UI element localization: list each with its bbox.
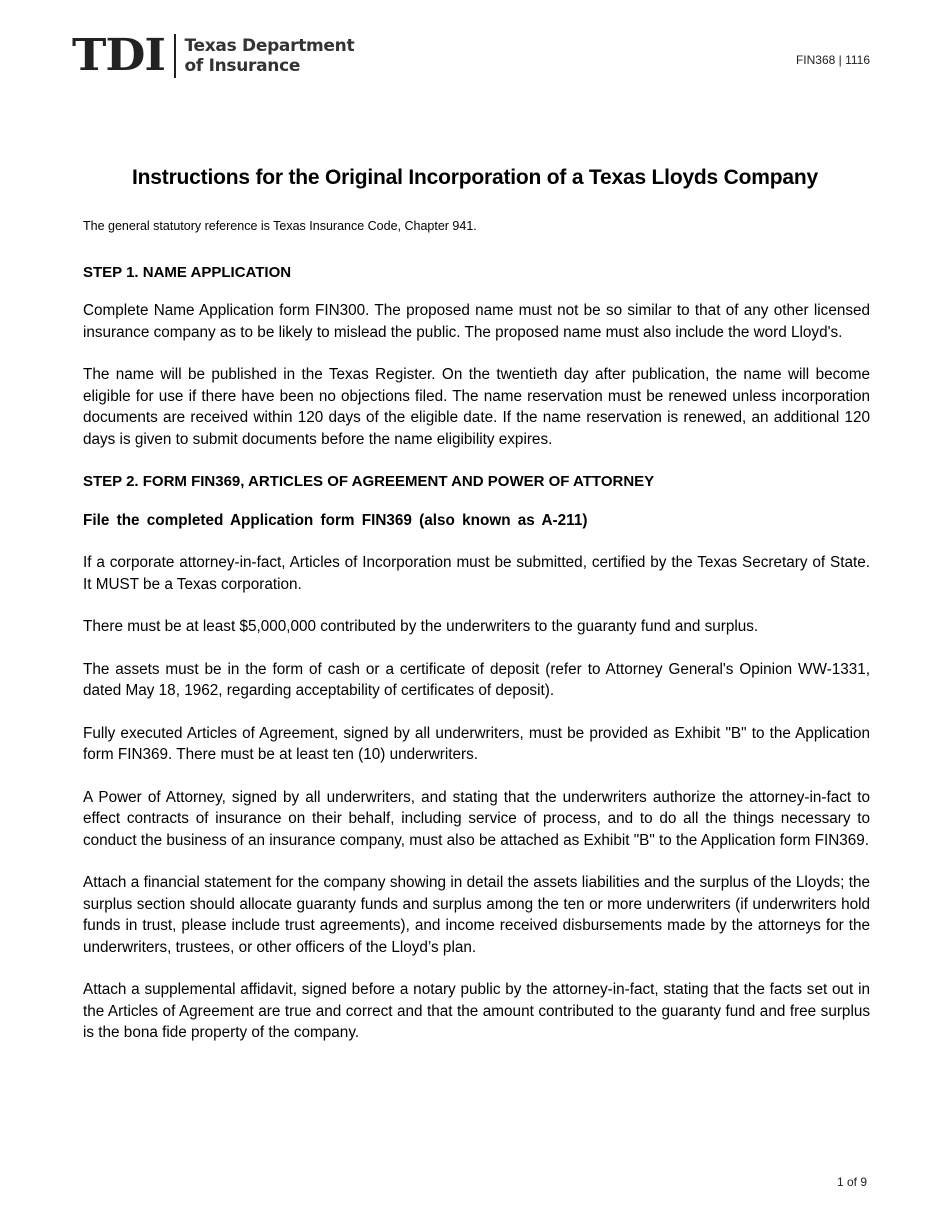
form-id: FIN368 | 1116 (795, 53, 870, 67)
step-2-subheading: File the completed Application form FIN369 (also known as A-211) (83, 511, 588, 529)
step-2-paragraph-5: A Power of Attorney, signed by all underwriters, and stating that the underwriters authorize the attorney-in-fact to effect contracts of insurance on their behalf, including service of process, and to do all the things necessary to conduct the business of an insurance company, must also be attached as Exhibit "B" to the Application form FIN369. (83, 788, 870, 849)
page-number: 1 of 9 (836, 1175, 867, 1189)
tdi-logo (72, 30, 355, 81)
step-1-heading: STEP 1. NAME APPLICATION (83, 263, 292, 281)
document-title: Instructions for the Original Incorporation of a Texas Lloyds Company (132, 166, 818, 189)
step-1-paragraph-1: Complete Name Application form FIN300. The proposed name must not be so similar to that of any other licensed insurance company as to be likely to mislead the public. The proposed name must also include the word Lloyd's. (83, 302, 870, 341)
step-1-paragraph-2: The name will be published in the Texas Register. On the twentieth day after publication, the name will become eligible for use if there have been no objections filed. The name reservation must be renewed unless incorporation documents are received within 120 days of the eligible date. If the name reservation is renewed, an additional 120 days is given to submit documents before the name eligibility expires. (83, 366, 870, 448)
step-2-paragraph-2: There must be at least $5,000,000 contributed by the underwriters to the guaranty fund and surplus. (83, 618, 759, 635)
logo-divider (174, 34, 176, 78)
step-2-paragraph-6: Attach a financial statement for the company showing in detail the assets liabilities and the surplus of the Lloyds; the surplus section should allocate guaranty funds and surplus among the ten or more underwriters (if underwriters hold funds in trust, please include trust agreements), and income received disbursements made by the attorneys for the underwriters, trustees, or other officers of the Lloyd’s plan. (83, 874, 870, 956)
step-2-paragraph-1: If a corporate attorney-in-fact, Articles of Incorporation must be submitted, certified by the Texas Secretary of State. It MUST be a Texas corporation. (83, 554, 870, 593)
logo-text (184, 36, 354, 76)
statutory-reference: The general statutory reference is Texas Insurance Code, Chapter 941. (83, 219, 477, 233)
step-2-paragraph-7: Attach a supplemental affidavit, signed before a notary public by the attorney-in-fact, stating that the facts set out in the Articles of Agreement are true and correct and that the amount contributed to the guaranty fund and free surplus is the bona fide property of the company. (83, 981, 870, 1041)
step-2-heading: STEP 2. FORM FIN369, ARTICLES OF AGREEMENT AND POWER OF ATTORNEY (83, 473, 655, 490)
step-2-paragraph-4: Fully executed Articles of Agreement, signed by all underwriters, must be provided as Exhibit "B" to the Application form FIN369. There must be at least ten (10) underwriters. (83, 724, 870, 763)
step-2-paragraph-3: The assets must be in the form of cash or a certificate of deposit (refer to Attorney General's Opinion WW-1331, dated May 18, 1962, regarding acceptability of certificates of deposit). (83, 660, 870, 699)
document-body (83, 216, 870, 1065)
logo-line-2: of Insurance (184, 56, 301, 76)
logo-mark: TDI (72, 30, 165, 81)
logo-line-1: Texas Department (184, 36, 355, 56)
